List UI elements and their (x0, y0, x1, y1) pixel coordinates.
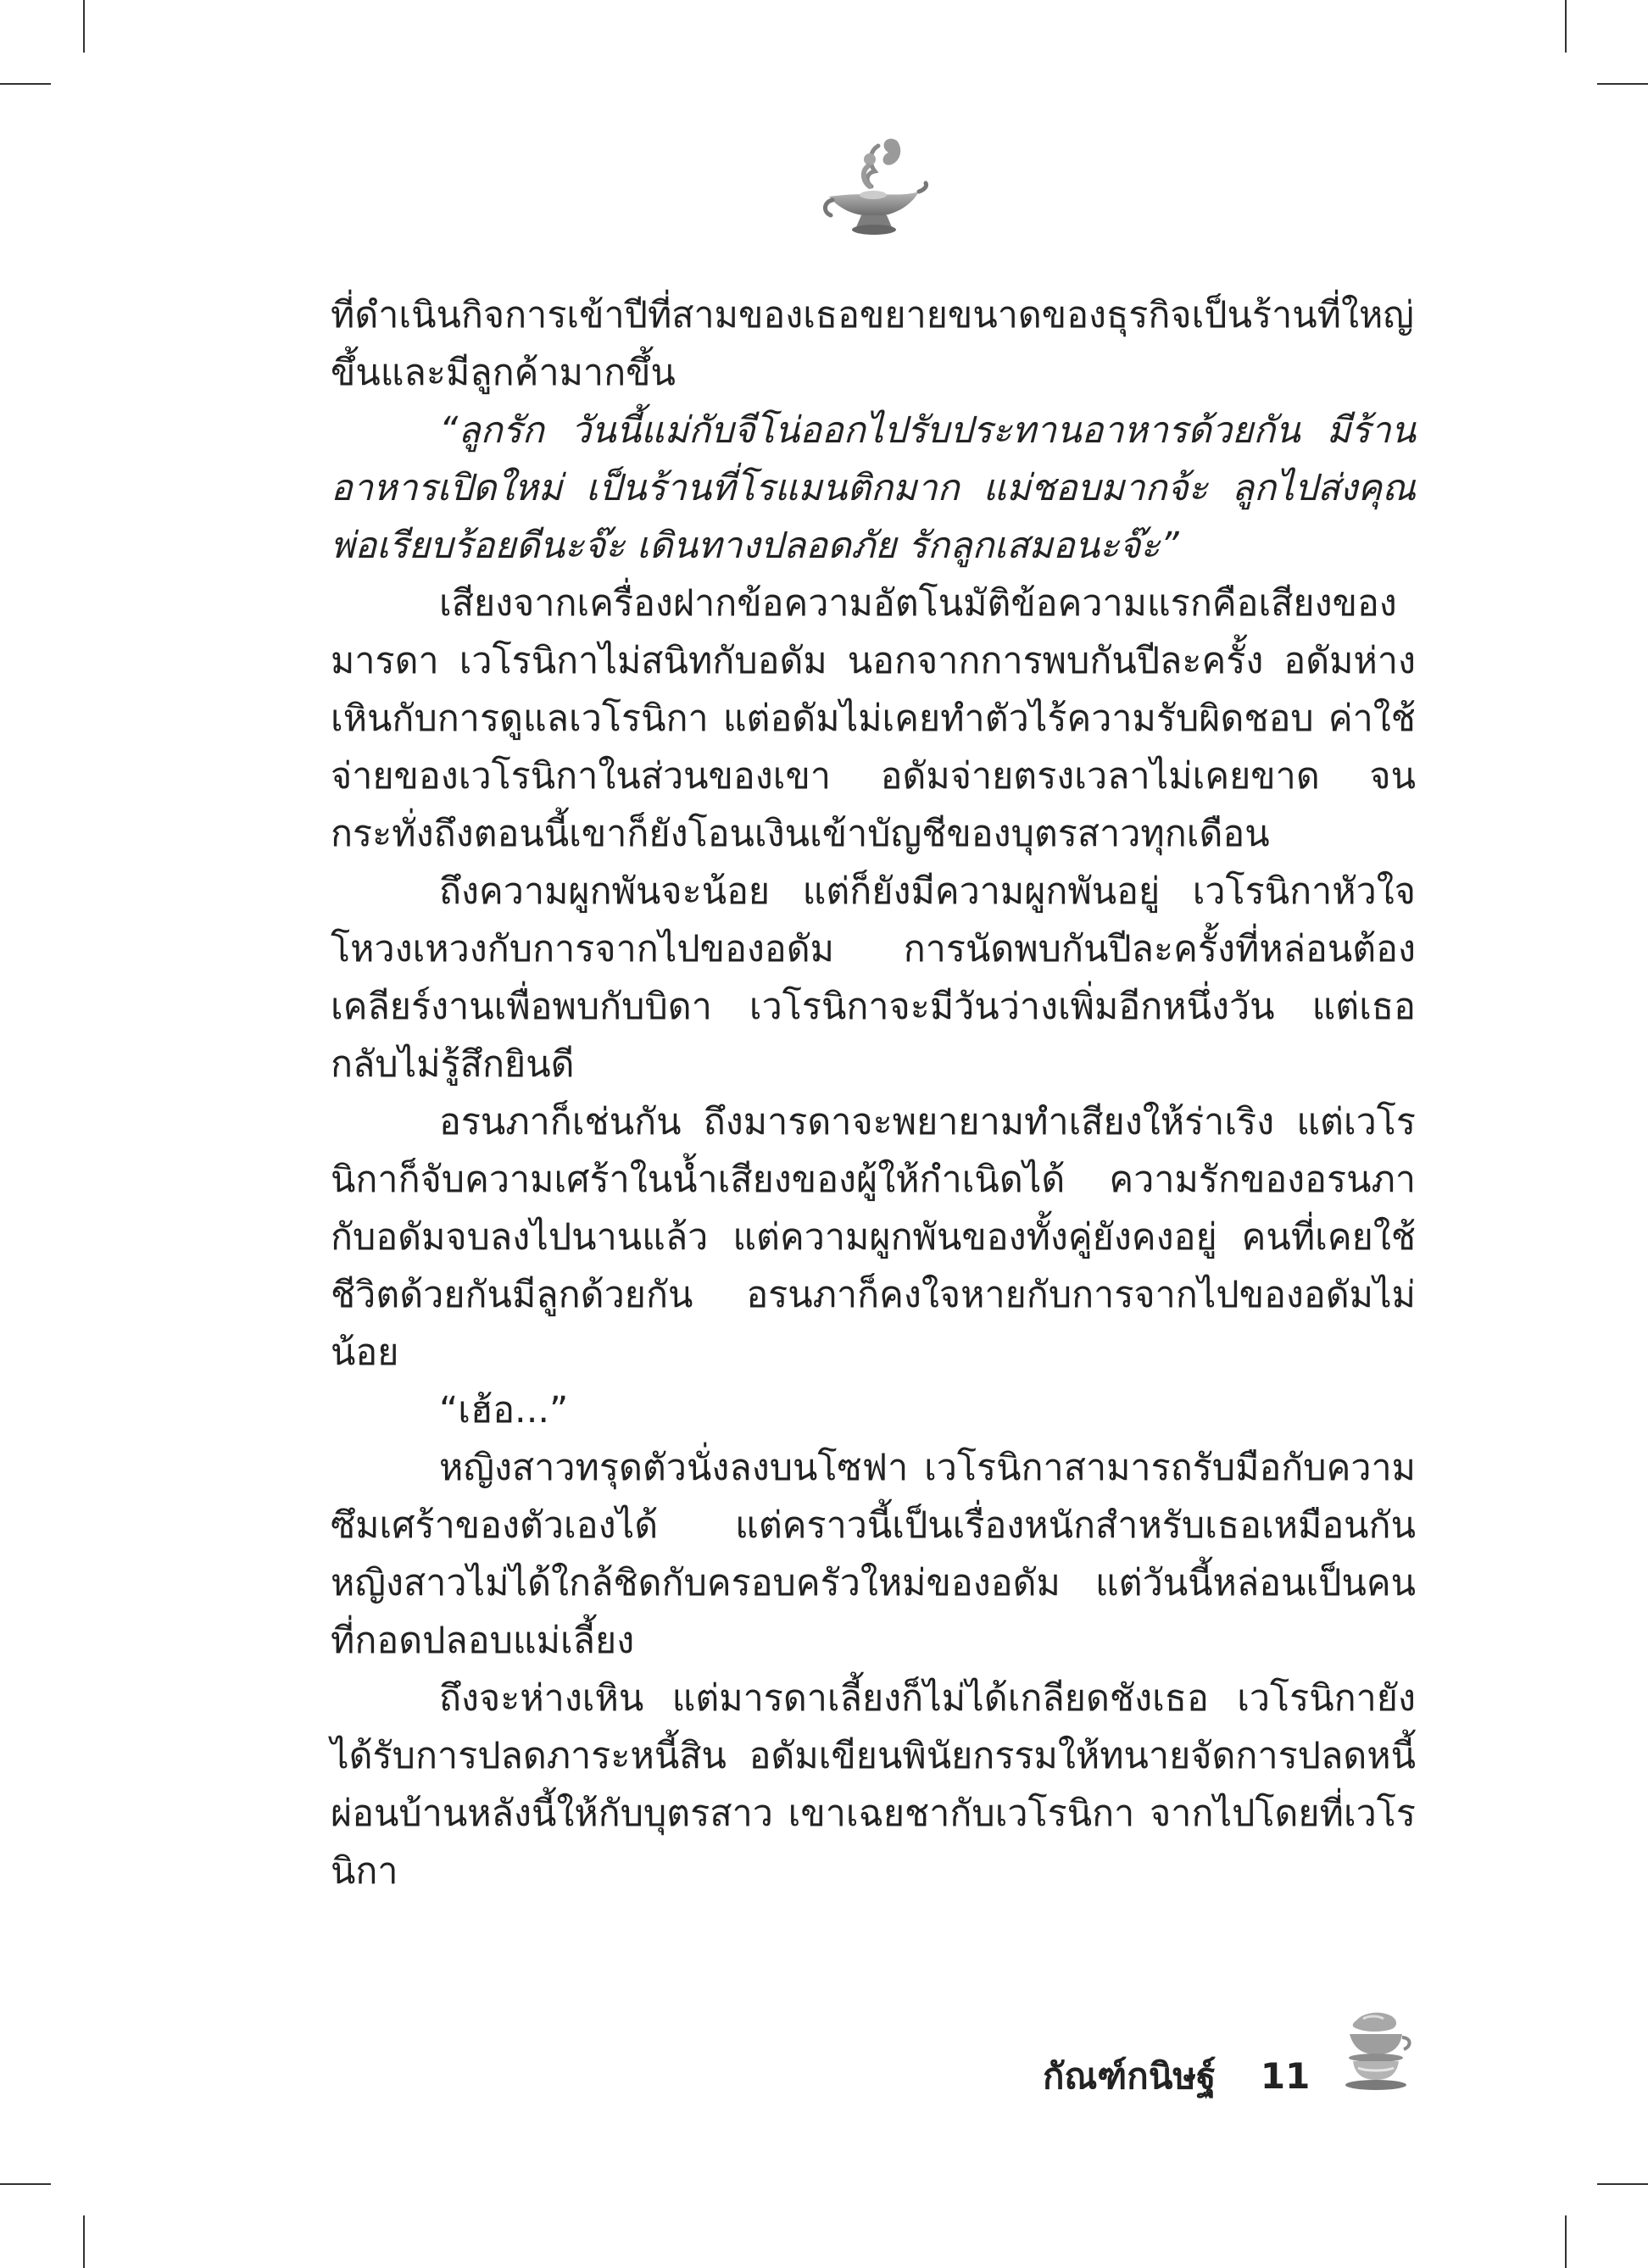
crop-mark-bottom-left-horizontal (0, 2183, 51, 2185)
crop-mark-top-right-vertical (1565, 0, 1567, 53)
paragraph-6-sigh: “เฮ้อ...” (439, 1389, 569, 1431)
crop-mark-bottom-right-vertical (1565, 2215, 1567, 2268)
paragraph-1: ที่ดำเนินกิจการเข้าปีที่สามของเธอขยายขนาดของธุรกิจเป็นร้านที่ใหญ่ขึ้นและมีลูกค้ามากขึ้น (331, 294, 1414, 394)
teacup-stack-icon (1338, 2009, 1416, 2093)
book-title: กัณฑ์กนิษฐ์ (1043, 2055, 1217, 2097)
crop-mark-top-left-horizontal (0, 83, 51, 85)
page-number: 11 (1260, 2055, 1311, 2097)
genie-lamp-icon (819, 134, 929, 240)
body-text (331, 286, 1416, 1900)
paragraph-8: ถึงจะห่างเหิน แต่มารดาเลี้ยงก็ไม่ได้เกลียดชังเธอ เวโรนิกายังได้รับการปลดภาระหนี้สิน อดัมเขียนพินัยกรรมให้ทนายจัดการปลดหนี้ผ่อนบ้านหลังนี้ให้กับบุตรสาว เขาเฉยชากับเวโรนิกา จากไปโดยที่เวโรนิกา (331, 1677, 1416, 1893)
paragraph-3: เสียงจากเครื่องฝากข้อความอัตโนมัติข้อความแรกคือเสียงของมารดา เวโรนิกาไม่สนิทกับอดัม นอกจากการพบกันปีละครั้ง อดัมห่างเหินกับการดูแลเวโรนิกา แต่อดัมไม่เคยทำตัวไร้ความรับผิดชอบ ค่าใช้จ่ายของเวโรนิกาในส่วนของเขา อดัมจ่ายตรงเวลาไม่เคยขาด จนกระทั่งถึงตอนนี้เขาก็ยังโอนเงินเข้าบัญชีของบุตรสาวทุกเดือน (331, 582, 1416, 855)
paragraph-5: อรนภาก็เช่นกัน ถึงมารดาจะพยายามทำเสียงให้ร่าเริง แต่เวโรนิกาก็จับความเศร้าในน้ำเสียงของผู้ให้กำเนิดได้ ความรักของอรนภากับอดัมจบลงไปนานแล้ว แต่ความผูกพันของทั้งคู่ยังคงอยู่ คนที่เคยใช้ชีวิตด้วยกันมีลูกด้วยกัน อรนภาก็คงใจหายกับการจากไปของอดัมไม่น้อย (331, 1101, 1416, 1374)
crop-mark-bottom-left-vertical (83, 2215, 85, 2268)
crop-mark-top-right-horizontal (1597, 83, 1648, 85)
crop-mark-top-left-vertical (83, 0, 85, 53)
paragraph-7: หญิงสาวทรุดตัวนั่งลงบนโซฟา เวโรนิกาสามารถรับมือกับความซึมเศร้าของตัวเองได้ แต่คราวนี้เป็นเรื่องหนักสำหรับเธอเหมือนกัน หญิงสาวไม่ได้ใกล้ชิดกับครอบครัวใหม่ของอดัม แต่วันนี้หล่อนเป็นคนที่กอดปลอบแม่เลี้ยง (331, 1447, 1416, 1662)
paragraph-2-quote: “ลูกรัก วันนี้แม่กับจีโน่ออกไปรับประทานอาหารด้วยกัน มีร้านอาหารเปิดใหม่ เป็นร้านที่โรแมนติกมาก แม่ชอบมากจ้ะ ลูกไปส่งคุณพ่อเรียบร้อยดีนะจ๊ะ เดินทางปลอดภัย รักลูกเสมอนะจ๊ะ” (331, 409, 1416, 567)
crop-mark-bottom-right-horizontal (1597, 2183, 1648, 2185)
paragraph-4: ถึงความผูกพันจะน้อย แต่ก็ยังมีความผูกพันอยู่ เวโรนิกาหัวใจโหวงเหวงกับการจากไปของอดัม การนัดพบกันปีละครั้งที่หล่อนต้องเคลียร์งานเพื่อพบกับบิดา เวโรนิกาจะมีวันว่างเพิ่มอีกหนึ่งวัน แต่เธอกลับไม่รู้สึกยินดี (331, 870, 1416, 1086)
